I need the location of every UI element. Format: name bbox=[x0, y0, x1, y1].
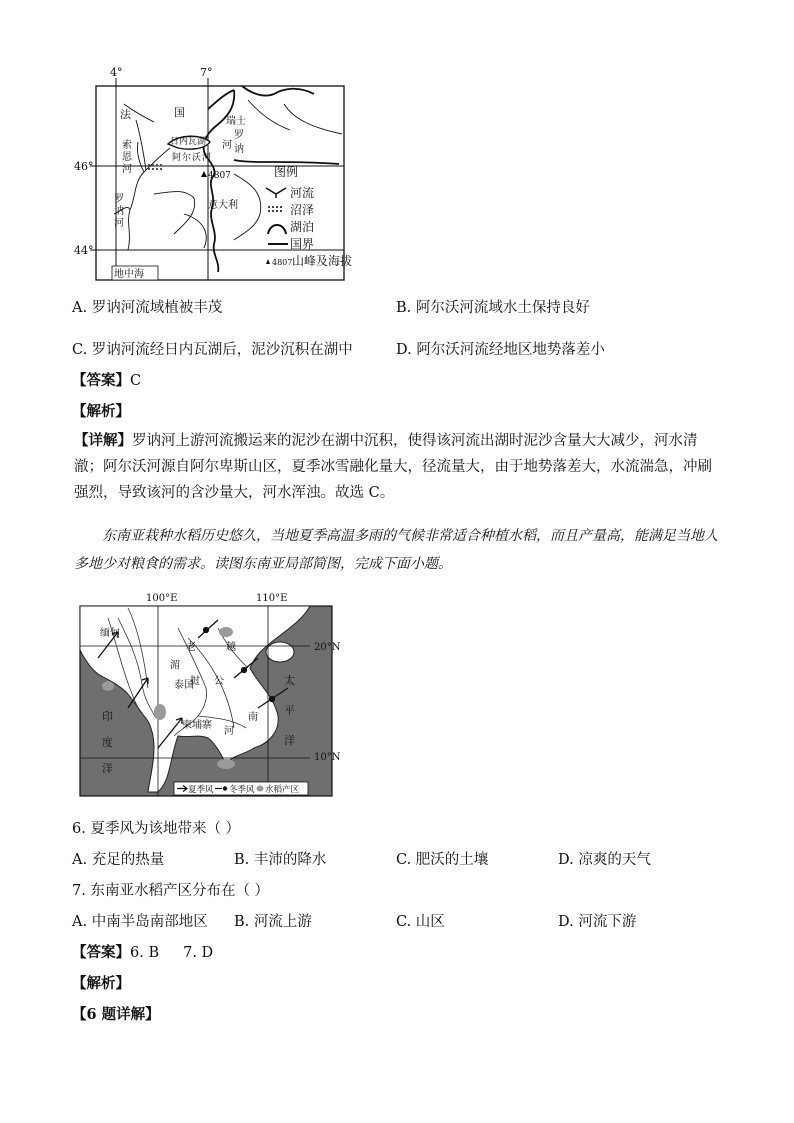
france-label-2: 国 bbox=[174, 106, 185, 119]
italy-label: 意大利 bbox=[208, 200, 238, 211]
indian-ocean-label-3: 洋 bbox=[102, 762, 113, 775]
rice-legend-icon bbox=[257, 786, 264, 792]
q7-option-a[interactable]: A. 中南半岛南部地区 bbox=[72, 914, 208, 930]
rhone-lower-label-1: 罗 bbox=[114, 194, 124, 205]
answer-label-2: 【答案】 bbox=[72, 944, 130, 961]
vietnam-label: 越 bbox=[226, 642, 236, 653]
q6-option-b[interactable]: B. 丰沛的降水 bbox=[234, 852, 327, 868]
myanmar-label: 缅甸 bbox=[100, 628, 120, 639]
arve-label-2: 尔 bbox=[182, 153, 192, 163]
legend-peak-value: 4807 bbox=[272, 258, 293, 267]
rhone-map bbox=[74, 64, 374, 286]
q6-option-c[interactable]: C. 肥沃的土壤 bbox=[396, 852, 489, 868]
lon-7-label: 7° bbox=[200, 66, 213, 79]
cambodia-label: 柬埔寨 bbox=[182, 720, 212, 731]
lat-46-label: 46° bbox=[74, 160, 94, 173]
legend-swamp: 沼泽 bbox=[290, 203, 315, 217]
lon-110e-label: 110°E bbox=[256, 593, 288, 604]
arve-label-4: 河 bbox=[202, 153, 212, 163]
peak-elevation-label: 4807 bbox=[208, 171, 231, 181]
lat-10n-label: 10°N bbox=[314, 752, 341, 763]
winter-legend-icon bbox=[223, 786, 227, 790]
saone-label-2: 恩 bbox=[122, 152, 132, 163]
answer-block-2 bbox=[72, 941, 213, 962]
thailand-label: 泰国 bbox=[174, 680, 194, 691]
indian-ocean-label-1: 印 bbox=[102, 710, 113, 723]
laos-label-2: 挝 bbox=[190, 676, 200, 687]
q7-option-b[interactable]: B. 河流上游 bbox=[234, 914, 312, 930]
q5-option-a[interactable]: A. 罗讷河流域植被丰茂 bbox=[72, 300, 223, 316]
analysis-label-2: 【解析】 bbox=[72, 975, 130, 992]
q7-option-d[interactable]: D. 河流下游 bbox=[558, 914, 637, 930]
rhone-upper-label-1: 罗 bbox=[234, 130, 244, 141]
q6-option-a[interactable]: A. 充足的热量 bbox=[72, 852, 165, 868]
rhone-lower-label-2: 讷 bbox=[114, 206, 124, 217]
france-label-1: 法 bbox=[120, 108, 131, 121]
southeast-asia-map bbox=[78, 588, 340, 800]
q7-stem: 7. 东南亚水稻产区分布在（ ） bbox=[72, 883, 270, 899]
q6-stem: 6. 夏季风为该地带来（ ） bbox=[72, 821, 241, 837]
q5-option-b[interactable]: B. 阿尔沃河流域水土保持良好 bbox=[396, 300, 590, 316]
intro-paragraph: 东南亚栽种水稻历史悠久，当地夏季高温多雨的气候非常适合种植水稻，而且产量高，能满足当地人多地少对粮食的需求。读图东南亚局部简图，完成下面小题。 bbox=[74, 528, 718, 572]
legend-border: 国界 bbox=[290, 237, 315, 251]
answer-value: C bbox=[130, 373, 142, 389]
q5-option-c[interactable]: C. 罗讷河流经日内瓦湖后，泥沙沉积在湖中 bbox=[72, 342, 353, 358]
pacific-label-2: 平 bbox=[284, 704, 295, 717]
south-label: 南 bbox=[248, 712, 258, 723]
q6-option-d[interactable]: D. 凉爽的天气 bbox=[558, 852, 651, 868]
detail-text: 罗讷河上游河流搬运来的泥沙在湖中沉积，使得该河流出湖时泥沙含量大大减少，河水清澈；阿尔沃河源自阿尔卑斯山区，夏季冰雪融化量大，径流量大，由于地势落差大，水流湍急，冲刷强烈，导致该河的含沙量大，河水浑浊。故选 C。 bbox=[74, 433, 712, 501]
legend-title: 图例 bbox=[274, 165, 299, 179]
analysis-label-1: 【解析】 bbox=[72, 403, 130, 420]
legend-rice-region: 水稻产区 bbox=[265, 785, 300, 795]
answer-6: 6. B bbox=[130, 945, 160, 961]
lat-20n-label: 20°N bbox=[314, 642, 341, 653]
legend-river: 河流 bbox=[290, 186, 315, 200]
q7-option-c[interactable]: C. 山区 bbox=[396, 914, 445, 930]
arve-label-1: 阿 bbox=[172, 153, 182, 163]
detail-paragraph-1 bbox=[74, 428, 724, 506]
mediterranean-label: 地中海 bbox=[114, 269, 144, 280]
rhone-upper-label-2: 讷 bbox=[234, 144, 244, 155]
lat-44-label: 44° bbox=[74, 244, 94, 257]
answer-label: 【答案】 bbox=[72, 372, 130, 389]
lon-4-label: 4° bbox=[110, 66, 123, 79]
legend-summer-monsoon: 夏季风 bbox=[188, 785, 214, 795]
rhone-upper-label-3: 河 bbox=[222, 140, 232, 151]
indian-ocean-label-2: 度 bbox=[102, 736, 113, 749]
hainan-island bbox=[266, 642, 294, 662]
laos-label-1: 老 bbox=[186, 642, 196, 653]
pacific-label-1: 太 bbox=[284, 674, 295, 687]
lon-100e-label: 100°E bbox=[146, 593, 178, 604]
legend-winter-monsoon: 冬季风 bbox=[229, 785, 255, 795]
answer-7: 7. D bbox=[183, 945, 214, 961]
rhone-lower-label-3: 河 bbox=[114, 218, 124, 229]
legend-peak: 山峰及海拔 bbox=[292, 254, 353, 268]
detail-label: 【详解】 bbox=[74, 432, 132, 449]
answer-block-1 bbox=[72, 369, 141, 390]
q6-detail-heading: 【6 题详解】 bbox=[72, 1006, 160, 1023]
saone-label-3: 河 bbox=[122, 164, 132, 175]
pacific-label-3: 洋 bbox=[284, 734, 295, 747]
arve-label-3: 沃 bbox=[192, 153, 202, 163]
q5-option-d[interactable]: D. 阿尔沃河流经地区地势落差小 bbox=[396, 342, 605, 358]
mekong-label-2: 公 bbox=[214, 676, 224, 687]
mekong-label-1: 湄 bbox=[170, 660, 180, 671]
lake-geneva-label: 日内瓦湖 bbox=[170, 137, 207, 147]
switzerland-label: 瑞士 bbox=[226, 116, 246, 127]
saone-label-1: 索 bbox=[122, 140, 132, 151]
mekong-label-3: 河 bbox=[224, 726, 234, 737]
legend-lake: 湖泊 bbox=[290, 220, 315, 234]
